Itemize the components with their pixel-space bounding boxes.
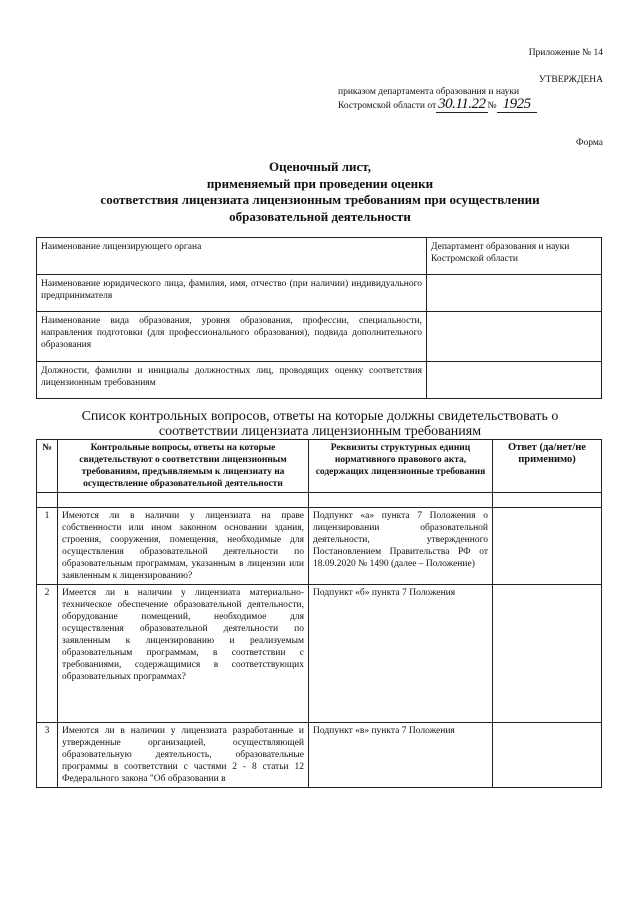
- document-title: [30, 159, 610, 225]
- title-line-4: образовательной деятельности: [229, 208, 411, 224]
- question-text: Имеется ли в наличии у лицензиата материально-техническое обеспечение образовательной деятельности, оборудование помещений, необходимое для осуществления образовательной деятельности по заявленным к лицензированию и реализуемым образовательным программам, в соответствии с требованиями, содержащимися в соответствующих образовательных программах?: [58, 585, 309, 723]
- info-row: [37, 312, 602, 362]
- info-value: [427, 362, 602, 399]
- number-sign: №: [487, 101, 497, 111]
- row-number: 3: [37, 723, 58, 788]
- title-line-1: Оценочный лист,: [269, 159, 371, 174]
- title-line-3: соответствия лицензиата лицензионным требованиям при осуществлении: [100, 192, 540, 207]
- question-row: [37, 585, 602, 723]
- question-text: Имеются ли в наличии у лицензиата на праве собственности или ином законном основании здания, строения, сооружения, помещения, необходимые для осуществления образовательной деятельности по образовательным программам, указанным в лицензии или заявленным к лицензированию?: [58, 508, 309, 585]
- spacer-row: [37, 493, 602, 508]
- row-number: 1: [37, 508, 58, 585]
- questions-header-row: [37, 440, 602, 493]
- header-number: №: [37, 440, 58, 493]
- questions-title: [30, 409, 610, 439]
- row-number: 2: [37, 585, 58, 723]
- title-line-2: применяемый при проведении оценки: [206, 175, 434, 191]
- info-label: Должности, фамилии и инициалы должностных лиц, проводящих оценку соответствия лицензионным требованиям: [37, 362, 427, 399]
- handwritten-date: 30.11.22: [438, 96, 486, 112]
- questions-title-line-2: соответствии лицензиата лицензионным требованиям: [158, 424, 482, 439]
- info-value: [427, 275, 602, 312]
- question-row: [37, 723, 602, 788]
- info-label: Наименование лицензирующего органа: [37, 238, 427, 275]
- answer-cell: [493, 585, 602, 723]
- requisites-text: Подпункт «в» пункта 7 Положения: [309, 723, 493, 788]
- header-answer: Ответ (да/нет/не применимо): [493, 440, 602, 493]
- header-requisites: Реквизиты структурных единиц нормативного правового акта, содержащих лицензионные требования: [309, 440, 493, 493]
- info-label: Наименование юридического лица, фамилия, имя, отчество (при наличии) индивидуального предпринимателя: [37, 275, 427, 312]
- info-value: Департамент образования и науки Костромской области: [427, 238, 602, 275]
- licensing-info-table: [36, 237, 602, 399]
- question-text: Имеются ли в наличии у лицензиата разработанные и утвержденные организацией, осуществляющей образовательную деятельность, образовательные программы в соответствии с частями 2 - 8 статьи 12 Федерального закона "Об образовании в: [58, 723, 309, 788]
- form-label: Форма: [575, 138, 603, 148]
- order-date-line: [338, 98, 537, 112]
- info-row: [37, 362, 602, 399]
- answer-cell: [493, 508, 602, 585]
- questions-title-line-1: Список контрольных вопросов, ответы на которые должны свидетельствовать о: [81, 409, 559, 424]
- question-row: [37, 508, 602, 585]
- questions-table: [36, 439, 602, 788]
- region-line: Костромской области от: [338, 101, 437, 111]
- info-row: [37, 238, 602, 275]
- requisites-text: Подпункт «б» пункта 7 Положения: [309, 585, 493, 723]
- handwritten-number: 1925: [497, 96, 537, 113]
- answer-cell: [493, 723, 602, 788]
- info-value: [427, 312, 602, 362]
- info-label: Наименование вида образования, уровня образования, профессии, специальности, направления подготовки (для профессионального образования), подвида дополнительного образования: [37, 312, 427, 362]
- approved-label: УТВЕРЖДЕНА: [538, 75, 603, 85]
- requisites-text: Подпункт «а» пункта 7 Положения о лицензировании образовательной деятельности, утвержденного Постановлением Правительства РФ от 18.09.2020 № 1490 (далее – Положение): [309, 508, 493, 585]
- order-line: приказом департамента образования и науки: [338, 87, 520, 97]
- appendix-number: Приложение № 14: [528, 48, 603, 58]
- info-row: [37, 275, 602, 312]
- header-question: Контрольные вопросы, ответы на которые свидетельствуют о соответствии лицензионным требованиям, предъявляемым к лицензиату на осуществление образовательной деятельности: [58, 440, 309, 493]
